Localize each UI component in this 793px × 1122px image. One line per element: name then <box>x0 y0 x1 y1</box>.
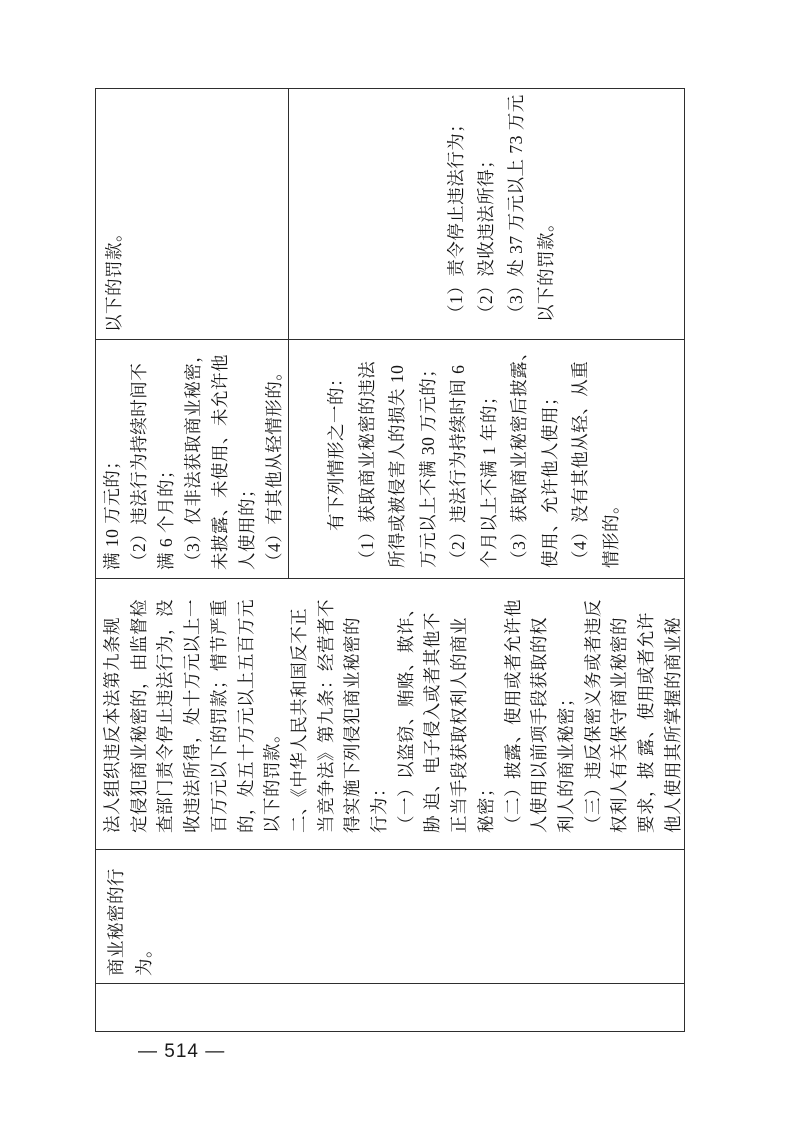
text-line: 为。 <box>134 940 154 976</box>
text-line: 的，处五十万元以上五百万元 <box>235 599 256 833</box>
cell-circumstances-items <box>288 340 686 578</box>
page-number: — 514 — <box>138 1041 226 1062</box>
text-line: （二）披露、使用或者允许他 <box>502 599 523 833</box>
cell-penalty-continuation <box>96 89 288 339</box>
table-row <box>96 578 684 849</box>
text-line: 二、《中华人民共和国反不正 <box>288 607 309 833</box>
text-line: （4）没有其他从轻、从重 <box>570 360 590 568</box>
text-line: 得实施下列侵犯商业秘密的 <box>342 617 363 833</box>
table-row <box>96 983 684 1033</box>
text-line: （2）违法行为持续时间不 <box>129 362 149 570</box>
text-line: （2）没收违法所得； <box>476 150 496 322</box>
text-line: 权利人有关保守商业秘密的 <box>609 617 630 833</box>
cell-empty <box>96 984 686 1033</box>
text-line: 胁 迫、电子侵入或者其他不 <box>422 612 443 833</box>
text-line: 行为： <box>369 779 390 833</box>
table-row <box>96 89 684 339</box>
text-line: 万元以上不满 30 万元的； <box>417 359 438 568</box>
text-line: （1）责令停止违法行为； <box>446 114 466 322</box>
text-line: 当竞争法》第九条：经营者不 <box>315 599 336 833</box>
text-line: 秘密； <box>475 779 496 833</box>
text-line: 个月以上不满 1 年的； <box>478 387 499 568</box>
text-line: 利人的商业秘密； <box>555 689 576 833</box>
text-line: （3）仅非法获取商业秘密， <box>183 344 203 570</box>
text-line: 满 6 个月的； <box>156 461 176 570</box>
rotated-text-block <box>96 340 285 576</box>
text-line: 使用、允许他人使用； <box>539 388 560 568</box>
text-line: 正当手段获取权利人的商业 <box>449 617 470 833</box>
text-line: 所得或被侵害人的损失 10 <box>387 364 407 568</box>
text-line: 人使用以前项手段获取的权 <box>529 617 550 833</box>
text-line: 定侵犯商业秘密的，由监督检 <box>128 599 149 833</box>
rotated-text-block <box>96 579 683 847</box>
text-line: 情形的。 <box>600 496 621 568</box>
table-row <box>96 849 684 983</box>
cell-legal-basis <box>96 579 686 849</box>
text-line: （4）有其他从轻情形的。 <box>264 362 284 570</box>
text-line: 商业秘密的行 <box>106 868 126 976</box>
penalty-table <box>95 88 685 1032</box>
table-row <box>96 339 684 578</box>
rotated-text-block <box>96 850 683 981</box>
text-line: （一）以盗窃、贿赂、欺诈、 <box>395 599 416 833</box>
text-line: （2）违法行为持续时间 6 <box>448 364 468 568</box>
cell-circumstances-continuation <box>96 340 288 578</box>
text-line: 满 10 万元的； <box>102 451 122 570</box>
text-line: （三）违反保密义务或者违反 <box>582 599 603 833</box>
text-line: 以下的罚款。 <box>536 214 556 322</box>
rotated-text-block <box>289 89 684 336</box>
text-line: 百万元以下的罚款；情节严重 <box>208 599 229 833</box>
cell-violation-type <box>96 850 686 983</box>
text-line: 他人使用其所掌握的商业秘 <box>662 617 683 833</box>
text-line: 未披露、未使用、未允许他 <box>210 354 230 570</box>
text-line: 收违法所得，处十万元以上一 <box>182 599 203 833</box>
text-line: 有下列情形之一的： <box>326 369 346 531</box>
text-line: （1）获取商业秘密的违法 <box>356 360 377 568</box>
text-line: 法人组织违反本法第九条规 <box>102 617 122 833</box>
text-line: 查部门责令停止违法行为，没 <box>155 599 176 833</box>
text-line: （3）获取商业秘密后披露、 <box>509 342 529 568</box>
text-line: 要求，披 露、使用或者允许 <box>636 612 657 833</box>
text-line: （3）处 37 万元以上 73 万元 <box>506 94 526 322</box>
text-line: 以下的罚款。 <box>262 725 283 833</box>
text-line: 以下的罚款。 <box>104 224 124 332</box>
rotated-text-block <box>289 340 684 576</box>
text-line: 人使用的； <box>237 480 257 570</box>
cell-penalty-items <box>288 89 686 339</box>
rotated-text-block <box>96 89 285 336</box>
